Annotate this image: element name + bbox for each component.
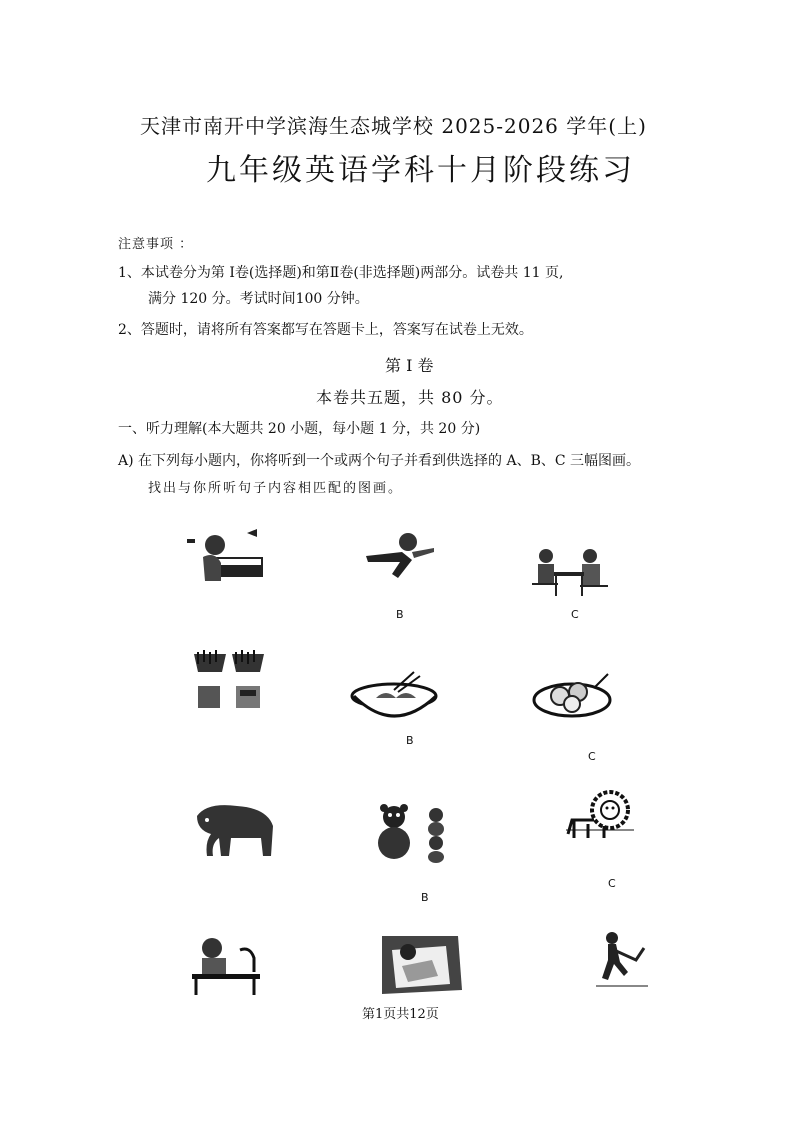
dumplings-plate-icon xyxy=(532,668,614,722)
noodle-bowl-icon xyxy=(350,670,440,726)
two-people-at-table-icon xyxy=(528,546,610,598)
option-label: B xyxy=(421,891,429,904)
note-item-1-line-2: 满分 120 分。考试时间100 分钟。 xyxy=(148,291,369,307)
note-item-2: 2、答题时，请将所有答案都写在答题卡上，答案写在试卷上无效。 xyxy=(118,322,533,338)
piano-player-icon xyxy=(185,527,265,587)
elephant-icon xyxy=(187,800,283,860)
option-label: C xyxy=(571,608,579,621)
part-a-instruction-line-2: 找出与你所听句子内容相匹配的图画。 xyxy=(148,481,404,496)
teddy-bears-icon xyxy=(372,803,454,863)
volume-subtitle: 本卷共五题，共 80 分。 xyxy=(316,388,504,407)
option-label: C xyxy=(588,750,596,763)
painting-picture-icon xyxy=(378,932,464,996)
dancer-icon xyxy=(362,530,438,585)
notes-heading: 注意事项 ： xyxy=(118,237,194,252)
option-label: B xyxy=(396,608,404,621)
section-1-heading: 一、听力理解(本大题共 20 小题，每小题 1 分，共 20 分) xyxy=(118,421,481,437)
page-footer: 第1页共12页 xyxy=(362,1007,439,1022)
school-year-title: 天津市南开中学滨海生态城学校 2025-2026 学年(上) xyxy=(140,114,647,138)
french-fries-icon xyxy=(192,650,267,712)
lion-icon xyxy=(564,790,638,842)
runner-icon xyxy=(594,930,654,990)
option-label: B xyxy=(406,734,414,747)
part-a-instruction-line-1: A) 在下列每小题内，你将听到一个或两个句子并看到供选择的 A、B、C 三幅图画。 xyxy=(118,453,641,469)
student-at-desk-icon xyxy=(192,934,262,996)
volume-title: 第 I 卷 xyxy=(385,356,434,375)
option-label: C xyxy=(608,877,616,890)
note-item-1-line-1: 1、本试卷分为第 I卷(选择题)和第Ⅱ卷(非选择题)两部分。试卷共 11 页, xyxy=(118,265,564,281)
exam-title: 九年级英语学科十月阶段练习 xyxy=(206,153,635,188)
